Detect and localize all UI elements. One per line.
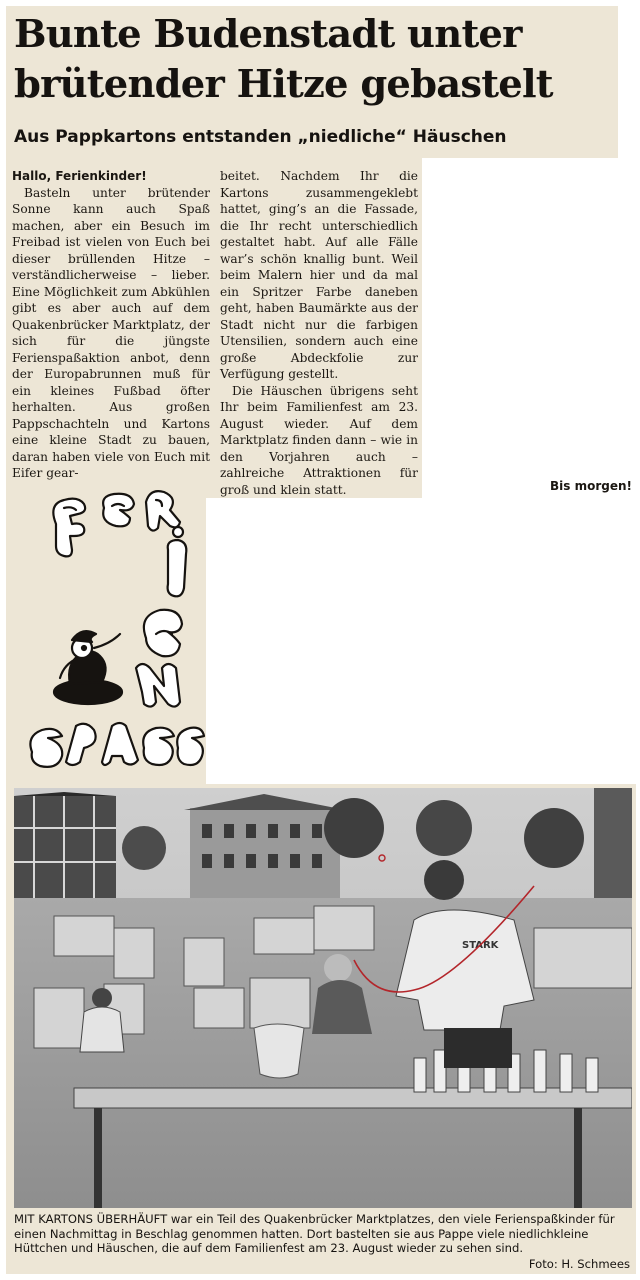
ferienspass-logo — [18, 462, 208, 782]
logo-letter-e — [103, 494, 134, 527]
paragraph: Basteln unter brütender Sonne kann auch Spaß machen, aber ein Besuch im Freibad ist vielen von Euch bei dieser brüllenden Hitze – verständlicherweise – lieber. Eine Möglichkeit zum Abkühlen gibt es aber auch auf dem Quakenbrücker Marktplatz, der sich für die jüngste Ferienspaßaktion anbot, denn der Europabrunnen muß für ein kleines Fußbad öfter herhalten. Aus großen Pappschachteln und Kartons eine kleine Stadt zu bauen, daran haben viele von Euch mit Eifer gear- — [12, 185, 210, 480]
paragraph: beitet. Nachdem Ihr die Kartons zusammengeklebt hattet, ging’s an die Fassade, die Ihr recht unterschiedlich gestaltet habt. Auf alle Fälle war’s schön knallig bunt. Weil beim Malern hier und da mal ein Spritzer Farbe daneben geht, haben Baumärkte aus der Stadt nicht nur die farbigen Utensilien, sondern auch eine große Abdeckfolie zur Verfügung gestellt. — [220, 169, 418, 381]
article-column-1 — [12, 168, 210, 482]
subheadline: Aus Pappkartons entstanden „niedliche“ Häuschen — [14, 127, 507, 147]
logo-letter-i — [168, 527, 187, 596]
photo-caption: MIT KARTONS ÜBERHÄUFT war ein Teil des Quakenbrücker Marktplatzes, den viele Ferienspaßkinder für einen Nachmittag in Beschlag genommen hatten. Dort bastelten sie aus Pappe viele niedlichkleine Hüttchen und Häuschen, die auf dem Familienfest am 23. August wieder zu sehen sind. — [14, 1212, 615, 1255]
logo-word-spass — [30, 723, 204, 767]
signoff: Bis morgen! — [550, 479, 632, 493]
article-column-2 — [220, 168, 418, 498]
headline — [14, 10, 614, 110]
logo-letter-r — [146, 491, 180, 530]
headline-line-2: brütender Hitze gebastelt — [14, 62, 553, 107]
headline-line-1: Bunte Budenstadt unter — [14, 12, 522, 57]
half-timbered-house-left — [14, 792, 116, 900]
shirt-print: STARK — [462, 940, 499, 951]
photo-credit: Foto: H. Schmees — [528, 1257, 630, 1271]
cartoon-figure — [54, 631, 122, 704]
logo-letter-f — [53, 499, 85, 557]
town-hall-building — [184, 794, 346, 900]
paragraph: Die Häuschen übrigens seht Ihr beim Familienfest am 23. August wieder. Auf dem Marktplatz finden dann – wie in den Vorjahren auch – zahlreiche Attraktionen für groß und klein statt. — [220, 383, 418, 497]
logo-letter-e2 — [144, 610, 182, 656]
greeting: Hallo, Ferienkinder! — [12, 169, 147, 183]
logo-letter-n — [136, 664, 180, 707]
market-square-photo — [14, 788, 632, 1208]
